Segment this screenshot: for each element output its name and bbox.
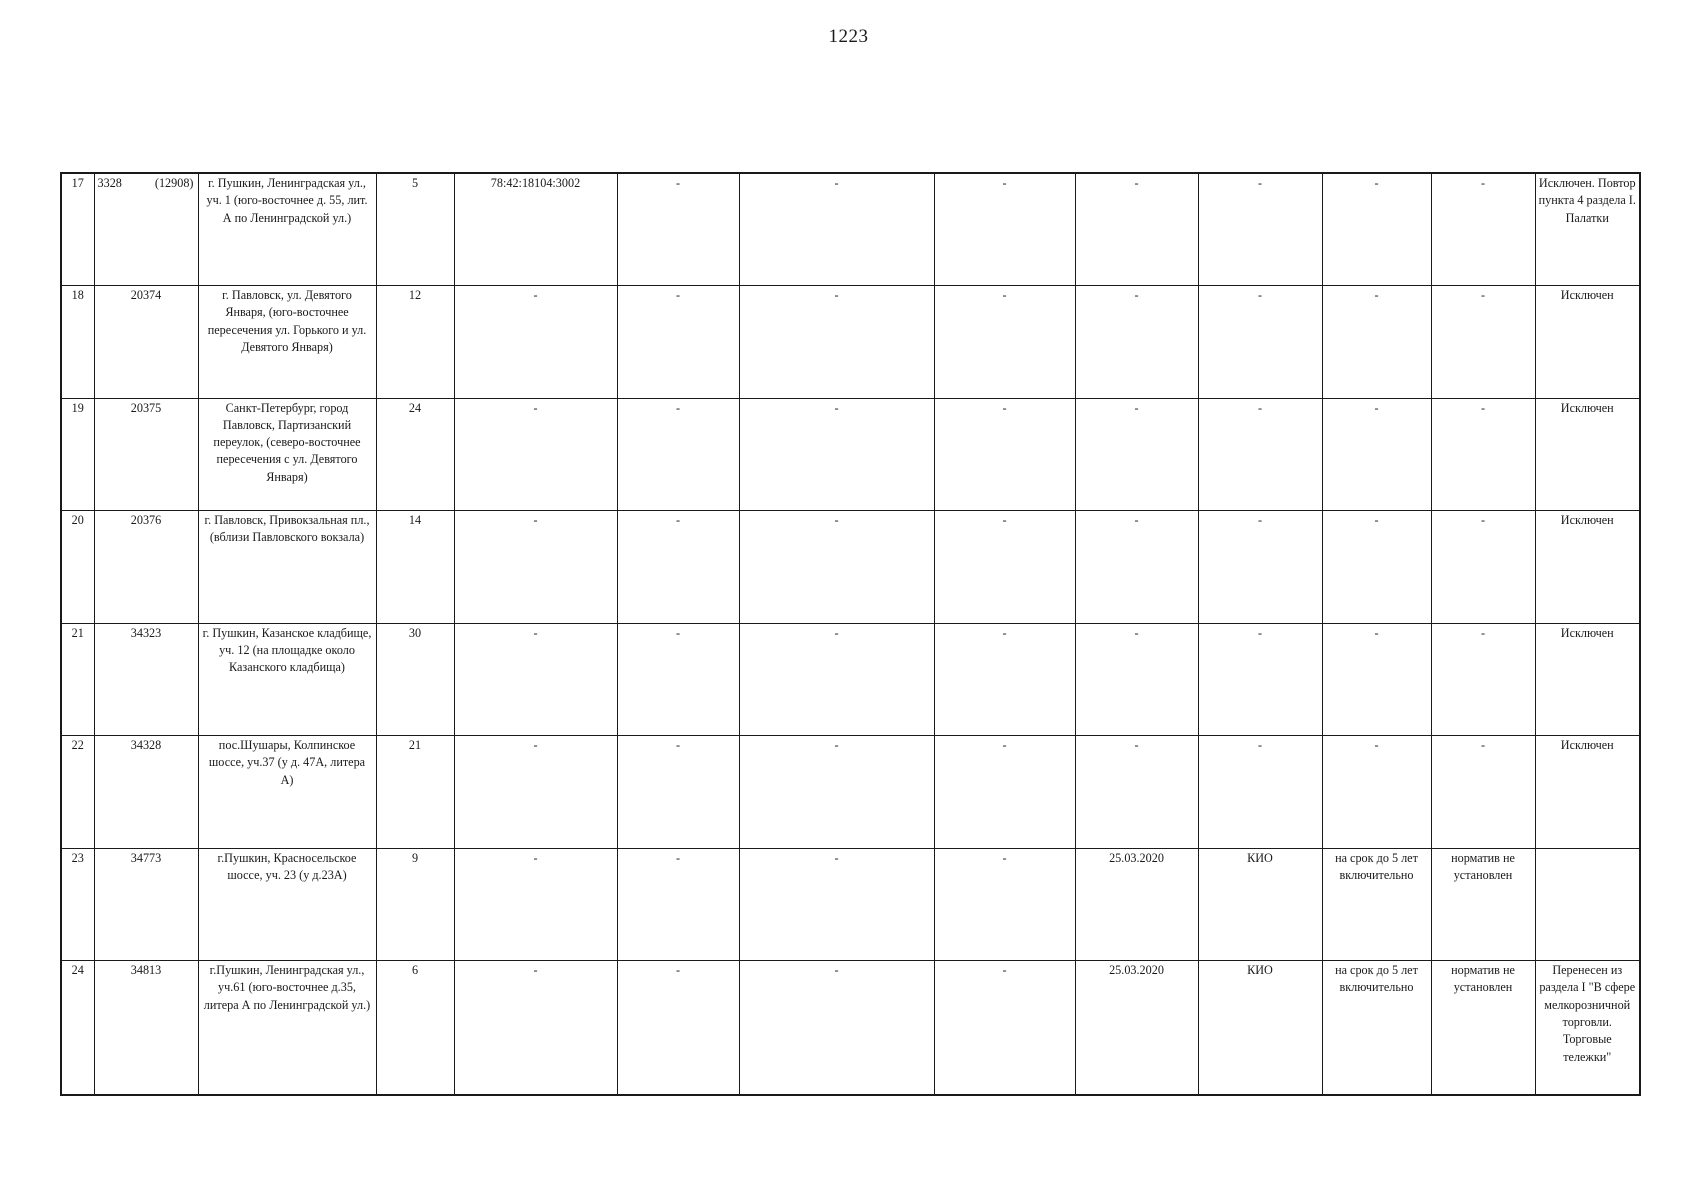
note-cell: Исключен [1535, 736, 1640, 849]
table-row [61, 511, 1640, 624]
object-code: 3328 [97, 176, 122, 190]
table-row [61, 173, 1640, 286]
column-7-cell: - [739, 286, 934, 399]
cadastral-number-cell: - [454, 398, 617, 511]
area-cell: 30 [376, 623, 454, 736]
area-cell: 5 [376, 173, 454, 286]
term-cell: - [1322, 398, 1431, 511]
cadastral-number-cell: - [454, 286, 617, 399]
column-8-cell: - [934, 961, 1075, 1095]
address-cell: г.Пушкин, Ленинградская ул., уч.61 (юго-восточнее д.35, литера А по Ленинградской ул.) [198, 961, 376, 1095]
column-7-cell: - [739, 961, 934, 1095]
column-8-cell: - [934, 173, 1075, 286]
column-7-cell: - [739, 736, 934, 849]
column-6-cell: - [617, 398, 739, 511]
norm-cell: - [1431, 623, 1535, 736]
column-7-cell: - [739, 848, 934, 961]
note-cell: Исключен [1535, 511, 1640, 624]
date-cell: - [1075, 623, 1198, 736]
row-number-cell: 19 [61, 398, 94, 511]
note-cell: Исключен [1535, 286, 1640, 399]
column-7-cell: - [739, 623, 934, 736]
column-7-cell: - [739, 398, 934, 511]
organization-cell: КИО [1198, 961, 1322, 1095]
norm-cell: норматив не установлен [1431, 961, 1535, 1095]
area-cell: 21 [376, 736, 454, 849]
column-8-cell: - [934, 398, 1075, 511]
object-code-cell: 34328 [94, 736, 198, 849]
term-cell: - [1322, 623, 1431, 736]
address-cell: г. Пушкин, Ленинградская ул., уч. 1 (юго-восточнее д. 55, лит. А по Ленинградской ул.) [198, 173, 376, 286]
object-code-cell [94, 173, 198, 286]
row-number-cell: 24 [61, 961, 94, 1095]
column-6-cell: - [617, 623, 739, 736]
address-cell: г. Пушкин, Казанское кладбище, уч. 12 (на площадке около Казанского кладбища) [198, 623, 376, 736]
term-cell: - [1322, 286, 1431, 399]
note-cell: Исключен. Повтор пункта 4 раздела I. Палатки [1535, 173, 1640, 286]
term-cell: - [1322, 736, 1431, 849]
column-6-cell: - [617, 736, 739, 849]
row-number-cell: 23 [61, 848, 94, 961]
column-7-cell: - [739, 173, 934, 286]
address-cell: г.Пушкин, Красносельское шоссе, уч. 23 (у д.23А) [198, 848, 376, 961]
date-cell: - [1075, 736, 1198, 849]
area-cell: 6 [376, 961, 454, 1095]
object-code-cell: 34813 [94, 961, 198, 1095]
address-cell: г. Павловск, ул. Девятого Января, (юго-восточнее пересечения ул. Горького и ул. Девятого Января) [198, 286, 376, 399]
cadastral-number-cell: - [454, 961, 617, 1095]
table-row [61, 961, 1640, 1095]
note-cell [1535, 848, 1640, 961]
norm-cell: - [1431, 398, 1535, 511]
term-cell: на срок до 5 лет включительно [1322, 848, 1431, 961]
date-cell: 25.03.2020 [1075, 961, 1198, 1095]
column-6-cell: - [617, 173, 739, 286]
note-cell: Исключен [1535, 623, 1640, 736]
object-code-cell: 34773 [94, 848, 198, 961]
column-6-cell: - [617, 511, 739, 624]
norm-cell: - [1431, 286, 1535, 399]
cadastral-number-cell: 78:42:18104:3002 [454, 173, 617, 286]
organization-cell: - [1198, 623, 1322, 736]
area-cell: 24 [376, 398, 454, 511]
row-number-cell: 17 [61, 173, 94, 286]
row-number-cell: 22 [61, 736, 94, 849]
note-cell: Перенесен из раздела I "В сфере мелкорозничной торговли. Торговые тележки" [1535, 961, 1640, 1095]
object-code-cell: 34323 [94, 623, 198, 736]
organization-cell: - [1198, 286, 1322, 399]
table-row [61, 623, 1640, 736]
norm-cell: - [1431, 736, 1535, 849]
column-8-cell: - [934, 736, 1075, 849]
date-cell: - [1075, 286, 1198, 399]
term-cell: - [1322, 173, 1431, 286]
cadastral-number-cell: - [454, 848, 617, 961]
table-row [61, 286, 1640, 399]
organization-cell: - [1198, 398, 1322, 511]
object-code-cell: 20374 [94, 286, 198, 399]
norm-cell: норматив не установлен [1431, 848, 1535, 961]
cadastral-number-cell: - [454, 623, 617, 736]
row-number-cell: 20 [61, 511, 94, 624]
column-8-cell: - [934, 623, 1075, 736]
date-cell: - [1075, 511, 1198, 624]
cadastral-number-cell: - [454, 511, 617, 624]
row-number-cell: 21 [61, 623, 94, 736]
area-cell: 14 [376, 511, 454, 624]
term-cell: - [1322, 511, 1431, 624]
row-number-cell: 18 [61, 286, 94, 399]
object-code-cell: 20376 [94, 511, 198, 624]
term-cell: на срок до 5 лет включительно [1322, 961, 1431, 1095]
norm-cell: - [1431, 511, 1535, 624]
object-code-extra: (12908) [154, 176, 194, 190]
organization-cell: - [1198, 173, 1322, 286]
organization-cell: - [1198, 736, 1322, 849]
date-cell: - [1075, 398, 1198, 511]
date-cell: - [1075, 173, 1198, 286]
address-cell: Санкт-Петербург, город Павловск, Партизанский переулок, (северо-восточнее пересечения с ул. Девятого Января) [198, 398, 376, 511]
organization-cell: - [1198, 511, 1322, 624]
page-number: 1223 [828, 26, 869, 47]
note-cell: Исключен [1535, 398, 1640, 511]
address-cell: г. Павловск, Привокзальная пл., (вблизи Павловского вокзала) [198, 511, 376, 624]
column-6-cell: - [617, 848, 739, 961]
area-cell: 12 [376, 286, 454, 399]
norm-cell: - [1431, 173, 1535, 286]
date-cell: 25.03.2020 [1075, 848, 1198, 961]
column-8-cell: - [934, 511, 1075, 624]
column-6-cell: - [617, 286, 739, 399]
column-8-cell: - [934, 848, 1075, 961]
cadastral-number-cell: - [454, 736, 617, 849]
column-8-cell: - [934, 286, 1075, 399]
organization-cell: КИО [1198, 848, 1322, 961]
object-code-cell: 20375 [94, 398, 198, 511]
registry-table [60, 172, 1641, 1096]
area-cell: 9 [376, 848, 454, 961]
table-row [61, 848, 1640, 961]
table-row [61, 398, 1640, 511]
column-6-cell: - [617, 961, 739, 1095]
table-row [61, 736, 1640, 849]
column-7-cell: - [739, 511, 934, 624]
address-cell: пос.Шушары, Колпинское шоссе, уч.37 (у д. 47А, литера А) [198, 736, 376, 849]
